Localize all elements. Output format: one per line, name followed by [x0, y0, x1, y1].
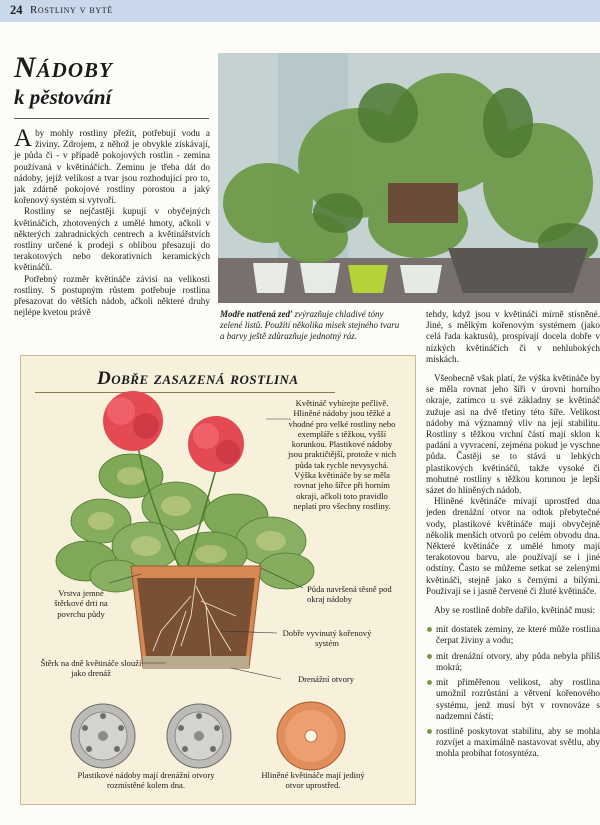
right-paragraph-1: tehdy, když jsou v květináči mírně stísněné. Jiné, s mělkým kořenovým systémem (jako celá řada kaktusů), prospívají docela dobře v nízkých květináčích či v nehlubokých miskách.	[426, 309, 600, 364]
list-item-text: mít drenážní otvory, aby půda nebyla příliš mokrá;	[436, 650, 600, 672]
note-drainage-gravel: Štěrk na dně květináče slouží jako drenáž	[40, 658, 142, 679]
note-plastic-pots: Plastikové nádoby mají drenážní otvory rozmístěné kolem dna.	[77, 770, 215, 791]
photo-illustration	[218, 53, 600, 303]
bullet-icon	[427, 729, 432, 734]
bullet-icon	[427, 627, 432, 632]
bullet-icon	[427, 654, 432, 659]
list-item-text: rostlině poskytovat stabilitu, aby se mohla rozvíjet a maximálně nastavovat světlu, aby mohla probíhat fotosyntéza.	[436, 725, 600, 759]
right-column	[426, 309, 600, 809]
right-paragraph-2: Všeobecně však platí, že výška květináče by se měla rovnat jeho šíři v úrovni horního okraje, zatímco u své základny se květináč zužuje asi na dvě třetiny této šíře. Velikost nádoby má významný vliv na její stabilitu. Rostliny s těžkou vrchní částí mají sklon k padání a vyvracení, zejména pokud je vyschne půda. Častěji se to stává u lehkých plastikových květináčů, takže vysoké či mohutné rostliny s těžkou korunou je lepší sázet do hliněných nádob.	[426, 373, 600, 496]
page-header	[0, 0, 600, 22]
plastic-pot-bottom-2	[167, 704, 231, 768]
caption-bold: Modře natřená zeď	[220, 309, 293, 319]
title-line-2: k pěstování	[14, 84, 112, 109]
note-roots: Dobře vyvinutý kořenový systém	[282, 628, 372, 649]
clay-pot-bottom	[277, 702, 345, 770]
article-title	[14, 52, 214, 108]
note-soil-level: Půda navršená těsně pod okraj nádoby	[307, 584, 392, 605]
photo-caption	[220, 309, 400, 342]
caption-text: zvýrazňuje chladivé tóny zelené listů. Použití několika misek stejného tvaru a barvy ještě zdůrazňuje jednotný ráz.	[220, 309, 400, 341]
note-pot-choice: Květináč vybírejte pečlivě. Hliněné nádoby jsou těžké a vhodné pro velké rostliny nebo exempláře s těžkou, vyšší korunkou. Plastikové nádoby jsou praktičtější, protože v nich půda tak rychle nevysychá. Výška květináče by se měla rovnat jeho šířce při horním okraji, ačkoli toto pravidlo neplatí pro všechny rostliny.	[287, 398, 397, 511]
intro-paragraph-1	[14, 125, 210, 206]
list-item	[436, 726, 600, 760]
requirements-list	[426, 624, 600, 759]
right-paragraph-3: Hliněné květináče mívají uprostřed dna jeden drenážní otvor na odtok přebytečné vody, plastikové květináče mají obvyčejně několik menších otvorů po celém obvodu dna. Některé květináče z umělé hmoty mají terakotovou barvu, ale používají se i jiné odstíny. Často se můžeme setkat se zelenými květináči, stejně jako s černými a bílými. Používají se i jasně červené či žluté květináče.	[426, 496, 600, 596]
intro-paragraph-2: Rostliny se nejčastěji kupují v obyčejných květináčích, zhotovených z umělé hmoty, ačkoli v některých zahradnických centrech a květinářstvích rostliny určené k prodeji s oblibou přesazují do terakotových nebo dekorativních keramických květináčů.	[14, 206, 210, 273]
list-item	[436, 624, 600, 646]
plastic-pot-bottom-1	[71, 704, 135, 768]
box-title: Dobře zasazená rostlina	[97, 368, 299, 389]
section-title: Rostliny v bytě	[30, 4, 113, 16]
intro-paragraph-3: Potřebný rozměr květináče závisí na velikosti rostliny. S postupným růstem potřebuje rostlina přesazovat do větších nádob, ačkoli některé druhy nejlépe kvetou právě	[14, 273, 210, 318]
plants-photo	[218, 53, 600, 303]
right-paragraph-4: Aby se rostlině dobře dařilo, květináč musí:	[434, 605, 596, 616]
title-rule	[14, 118, 209, 119]
note-gravel-layer: Vrstva jemné štěrkové drti na povrchu půdy	[54, 588, 108, 619]
list-item-text: mít přiměřenou velikost, aby rostlina umožnil rozrůstání a větvení kořenového systému, jenž musí být v rovnováze s nadzemní částí;	[436, 677, 600, 721]
bullet-icon	[427, 680, 432, 685]
diagram-box	[20, 355, 416, 805]
title-line-1: Nádoby	[14, 51, 113, 84]
list-item	[436, 677, 600, 722]
intro-text-1: by mohly rostliny přežít, potřebují vodu a živiny. Zdrojem, z něhož je obvykle získávají, je půda či - v případě pokojových rostlin - zemina používaná v květináčích. Zeminu je třeba dát do nádoby, jejíž velikost a tvar jsou rozhodující pro to, jak zdárně pokojové rostliny porostou a jaký kořenový systém si vytvoří.	[14, 128, 210, 206]
intro-column	[14, 125, 210, 318]
list-item-text: mít dostatek zeminy, ze které může rostlina čerpat živiny a vodu;	[436, 624, 600, 646]
page-number: 24	[10, 3, 23, 17]
list-item	[436, 651, 600, 673]
note-clay-pots: Hliněné květináče mají jediný otvor uprostřed.	[261, 770, 365, 791]
drop-cap: A	[14, 125, 33, 152]
note-drainage-holes: Drenážní otvory	[297, 674, 355, 684]
